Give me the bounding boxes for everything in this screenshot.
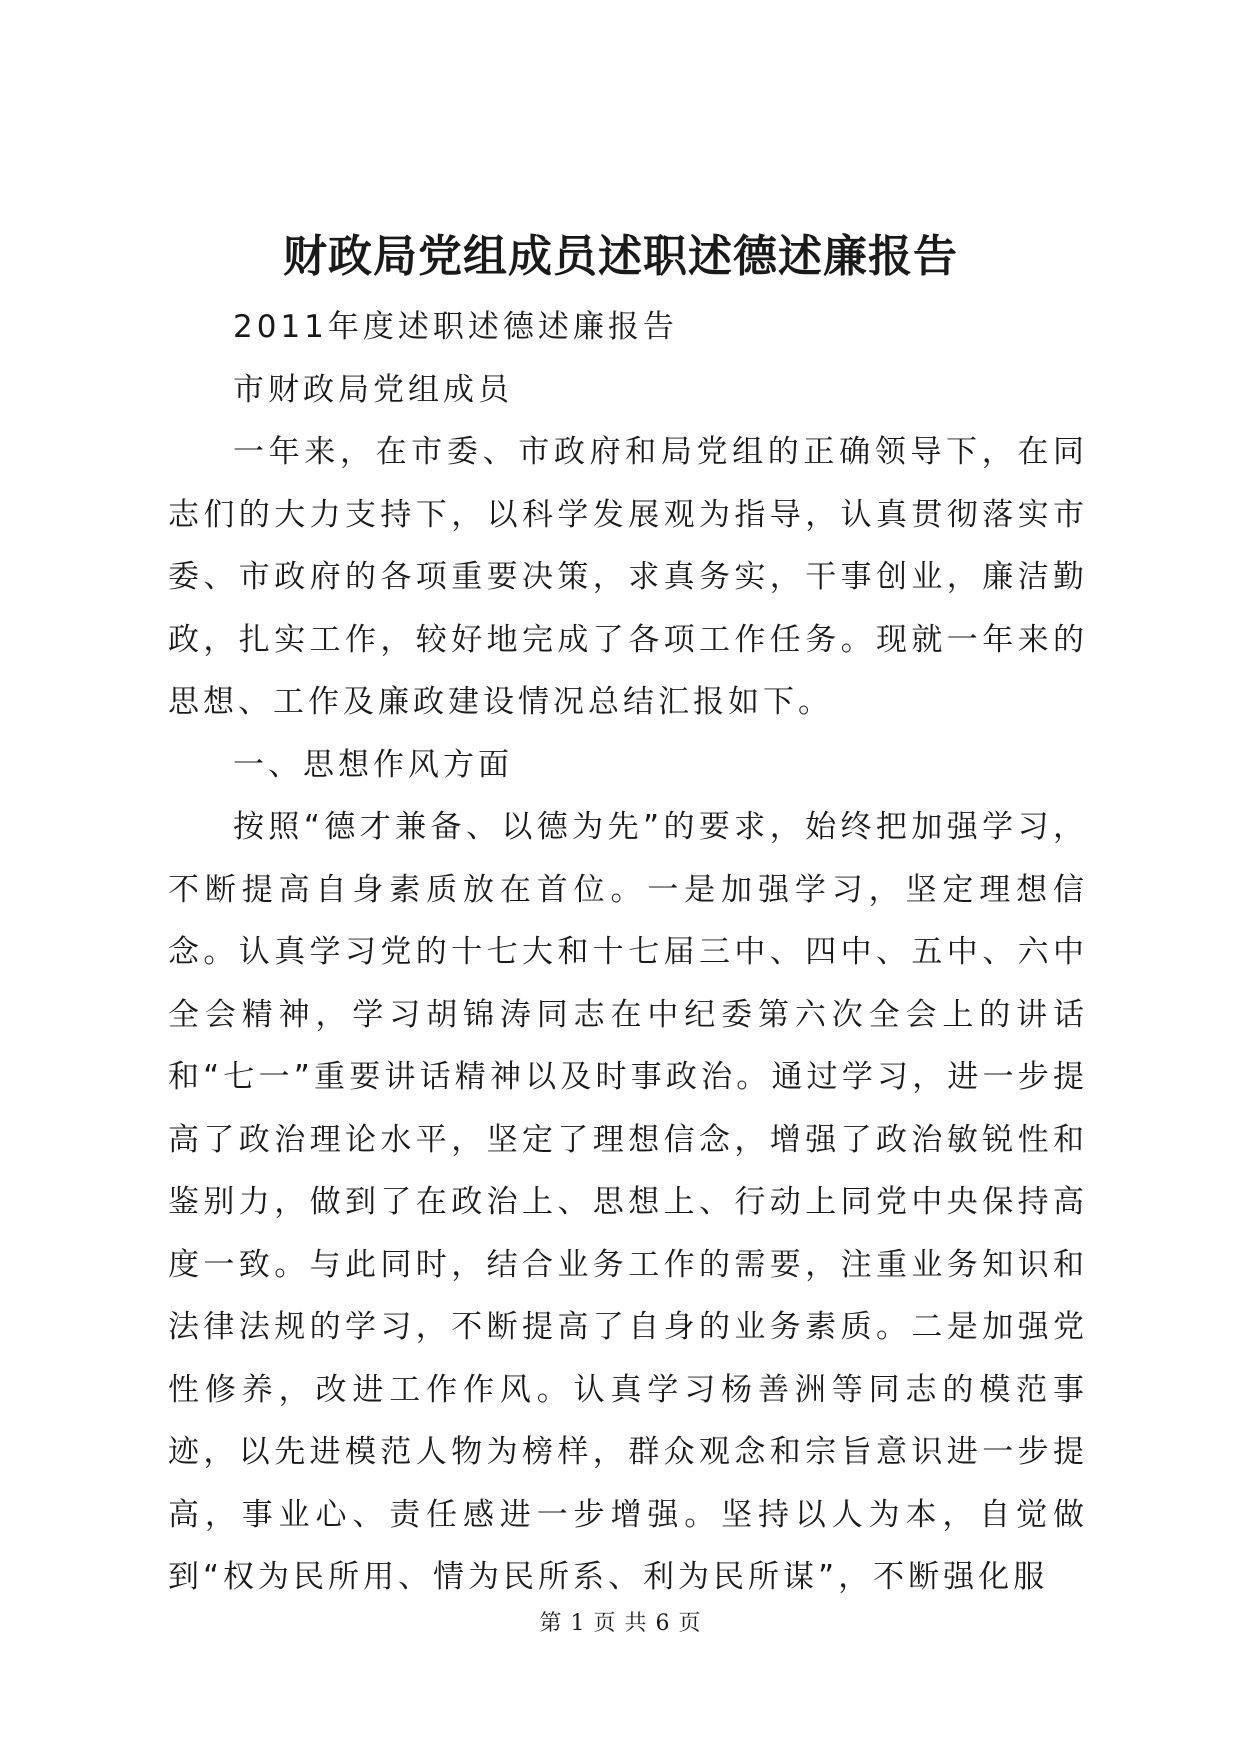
- intro-paragraph: 一年来，在市委、市政府和局党组的正确领导下，在同志们的大力支持下，以科学发展观为指导，认真贯彻落实市委、市政府的各项重要决策，求真务实，干事创业，廉洁勤政，扎实工作，较好地完成了各项工作任务。现就一年来的思想、工作及廉政建设情况总结汇报如下。: [168, 434, 1088, 720]
- page-footer: 第 1 页 共 6 页: [539, 1611, 702, 1636]
- section-paragraph: 按照“德才兼备、以德为先”的要求，始终把加强学习，不断提高自身素质放在首位。一是加强学习，坚定理想信念。认真学习党的十七大和十七届三中、四中、五中、六中全会精神，学习胡锦涛同志在中纪委第六次全会上的讲话和“七一”重要讲话精神以及时事政治。通过学习，进一步提高了政治理论水平，坚定了理想信念，增强了政治敏锐性和鉴别力，做到了在政治上、思想上、行动上同党中央保持高度一致。与此同时，结合业务工作的需要，注重业务知识和法律法规的学习，不断提高了自身的业务素质。二是加强党性修养，改进工作作风。认真学习杨善洲等同志的模范事迹，以先进模范人物为榜样，群众观念和宗旨意识进一步提高，事业心、责任感进一步增强。坚持以人为本，自觉做到“权为民所用、情为民所系、利为民所谋”，不断强化服: [168, 809, 1088, 1595]
- report-author: 市财政局党组成员: [233, 371, 513, 408]
- section-heading: 一、思想作风方面: [233, 746, 513, 783]
- document-title: 财政局党组成员述职述德述廉报告: [283, 231, 958, 282]
- report-subtitle: 2011年度述职述德述廉报告: [233, 309, 678, 345]
- document-body: [168, 296, 1088, 1609]
